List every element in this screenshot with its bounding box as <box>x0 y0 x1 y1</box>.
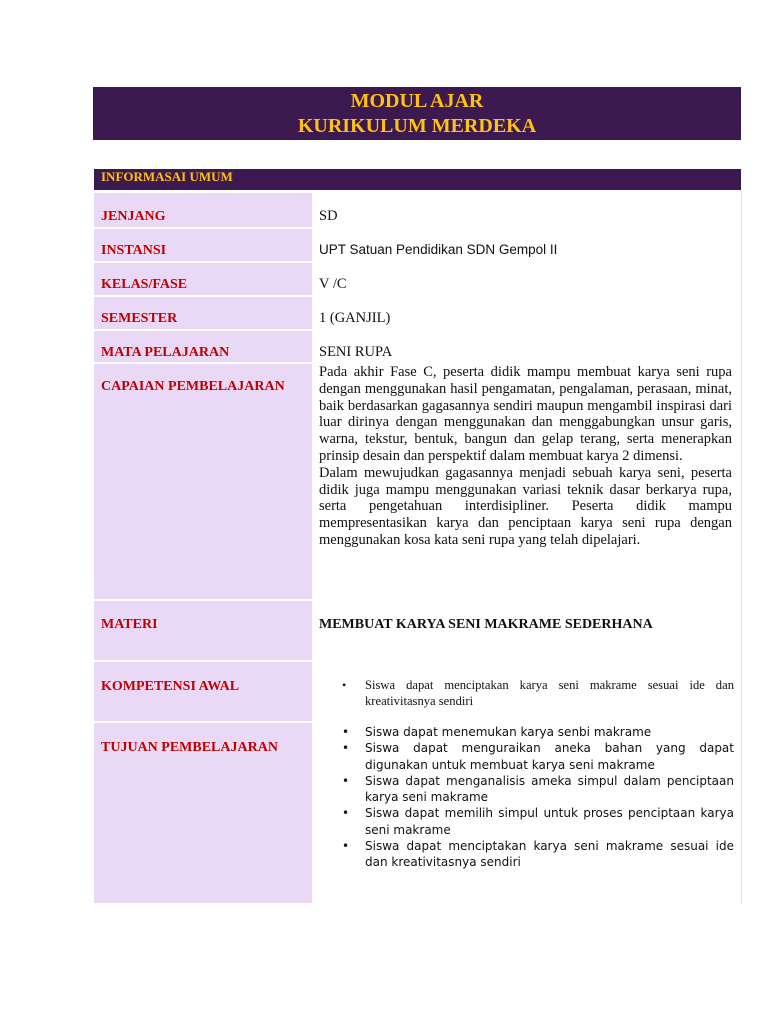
tujuan-item-4: Siswa dapat memilih simpul untuk proses penciptaan karya seni makrame <box>365 806 734 837</box>
tujuan-list <box>342 724 734 871</box>
tujuan-item-5: Siswa dapat menciptakan karya seni makrame sesuai ide dan kreativitasnya sendiri <box>365 839 734 870</box>
list-item <box>342 740 734 773</box>
row-kompetensi-awal <box>94 662 741 721</box>
label-tujuan-pembelajaran: TUJUAN PEMBELAJARAN <box>101 740 278 755</box>
label-jenjang: JENJANG <box>101 209 166 224</box>
row-kelas-fase <box>94 263 741 295</box>
kompetensi-list <box>342 677 734 709</box>
value-kelas-fase: V /C <box>319 276 347 292</box>
label-kompetensi-awal: KOMPETENSI AWAL <box>101 679 240 694</box>
title-line-2: KURIKULUM MERDEKA <box>297 115 537 137</box>
label-mata-pelajaran: MATA PELAJARAN <box>101 345 230 360</box>
list-item <box>342 724 734 740</box>
label-capaian-pembelajaran: CAPAIAN PEMBELAJARAN <box>101 379 285 394</box>
list-item <box>342 838 734 871</box>
tujuan-item-1: Siswa dapat menemukan karya senbi makrame <box>365 725 652 739</box>
table-right-border <box>741 190 742 905</box>
value-jenjang: SD <box>319 208 338 224</box>
bullet-icon: • <box>342 725 350 739</box>
capaian-paragraph-2: Dalam mewujudkan gagasannya menjadi sebuah karya seni, peserta didik juga mampu menggunakan variasi teknik dasar berkarya rupa, serta pengetahuan interdisipliner. Peserta didik mampu mempresentasikan karya dan penciptaan karya seni rupa dengan menggunakan kosa kata seni rupa yang telah dipelajari. <box>319 464 732 548</box>
row-mata-pelajaran <box>94 331 741 362</box>
tujuan-item-2: Siswa dapat menguraikan aneka bahan yang dapat digunakan untuk membuat karya seni makrame <box>365 741 734 772</box>
row-jenjang <box>94 193 741 227</box>
row-instansi <box>94 229 741 261</box>
label-kelas-fase: KELAS/FASE <box>101 277 188 292</box>
label-materi: MATERI <box>101 617 158 632</box>
list-item <box>342 677 734 709</box>
capaian-paragraph-1: Pada akhir Fase C, peserta didik mampu membuat karya seni rupa dengan menggunakan hasil pengamatan, pengalaman, perasaan, minat, baik berdasarkan gagasannya sendiri maupun mengambil inspirasi dari luar dirinya dengan menggunakan dan menggabungkan unsur garis, warna, tekstur, bentuk, bangun dan gelap terang, serta menerapkan prinsip desain dan perspektif dalam membuat karya 2 dimensi. <box>319 364 732 464</box>
row-materi <box>94 601 741 660</box>
label-instansi: INSTANSI <box>101 243 167 258</box>
label-cell <box>94 364 312 599</box>
row-tujuan-pembelajaran <box>94 723 741 903</box>
tujuan-item-3: Siswa dapat menganalisis ameka simpul dalam penciptaan karya seni makrame <box>365 773 734 805</box>
list-item <box>342 805 734 838</box>
label-semester: SEMESTER <box>101 311 178 326</box>
row-capaian-pembelajaran <box>94 364 741 599</box>
value-materi: MEMBUAT KARYA SENI MAKRAME SEDERHANA <box>319 617 653 632</box>
list-item <box>342 773 734 806</box>
section-header: INFORMASAI UMUM <box>94 169 741 190</box>
bullet-icon: • <box>342 773 350 788</box>
row-semester <box>94 297 741 329</box>
value-instansi: UPT Satuan Pendidikan SDN Gempol II <box>319 242 558 257</box>
bullet-icon: • <box>342 839 350 854</box>
bullet-icon: • <box>342 678 347 692</box>
capaian-text <box>319 364 732 549</box>
value-mata-pelajaran: SENI RUPA <box>319 344 393 360</box>
value-semester: 1 (GANJIL) <box>319 310 391 326</box>
bullet-icon: • <box>342 741 350 756</box>
kompetensi-item-1: Siswa dapat menciptakan karya seni makrame sesuai ide dan kreativitasnya sendiri <box>365 678 734 709</box>
bullet-icon: • <box>342 806 350 821</box>
title-line-1: MODUL AJAR <box>350 90 484 112</box>
document-title <box>93 87 741 140</box>
